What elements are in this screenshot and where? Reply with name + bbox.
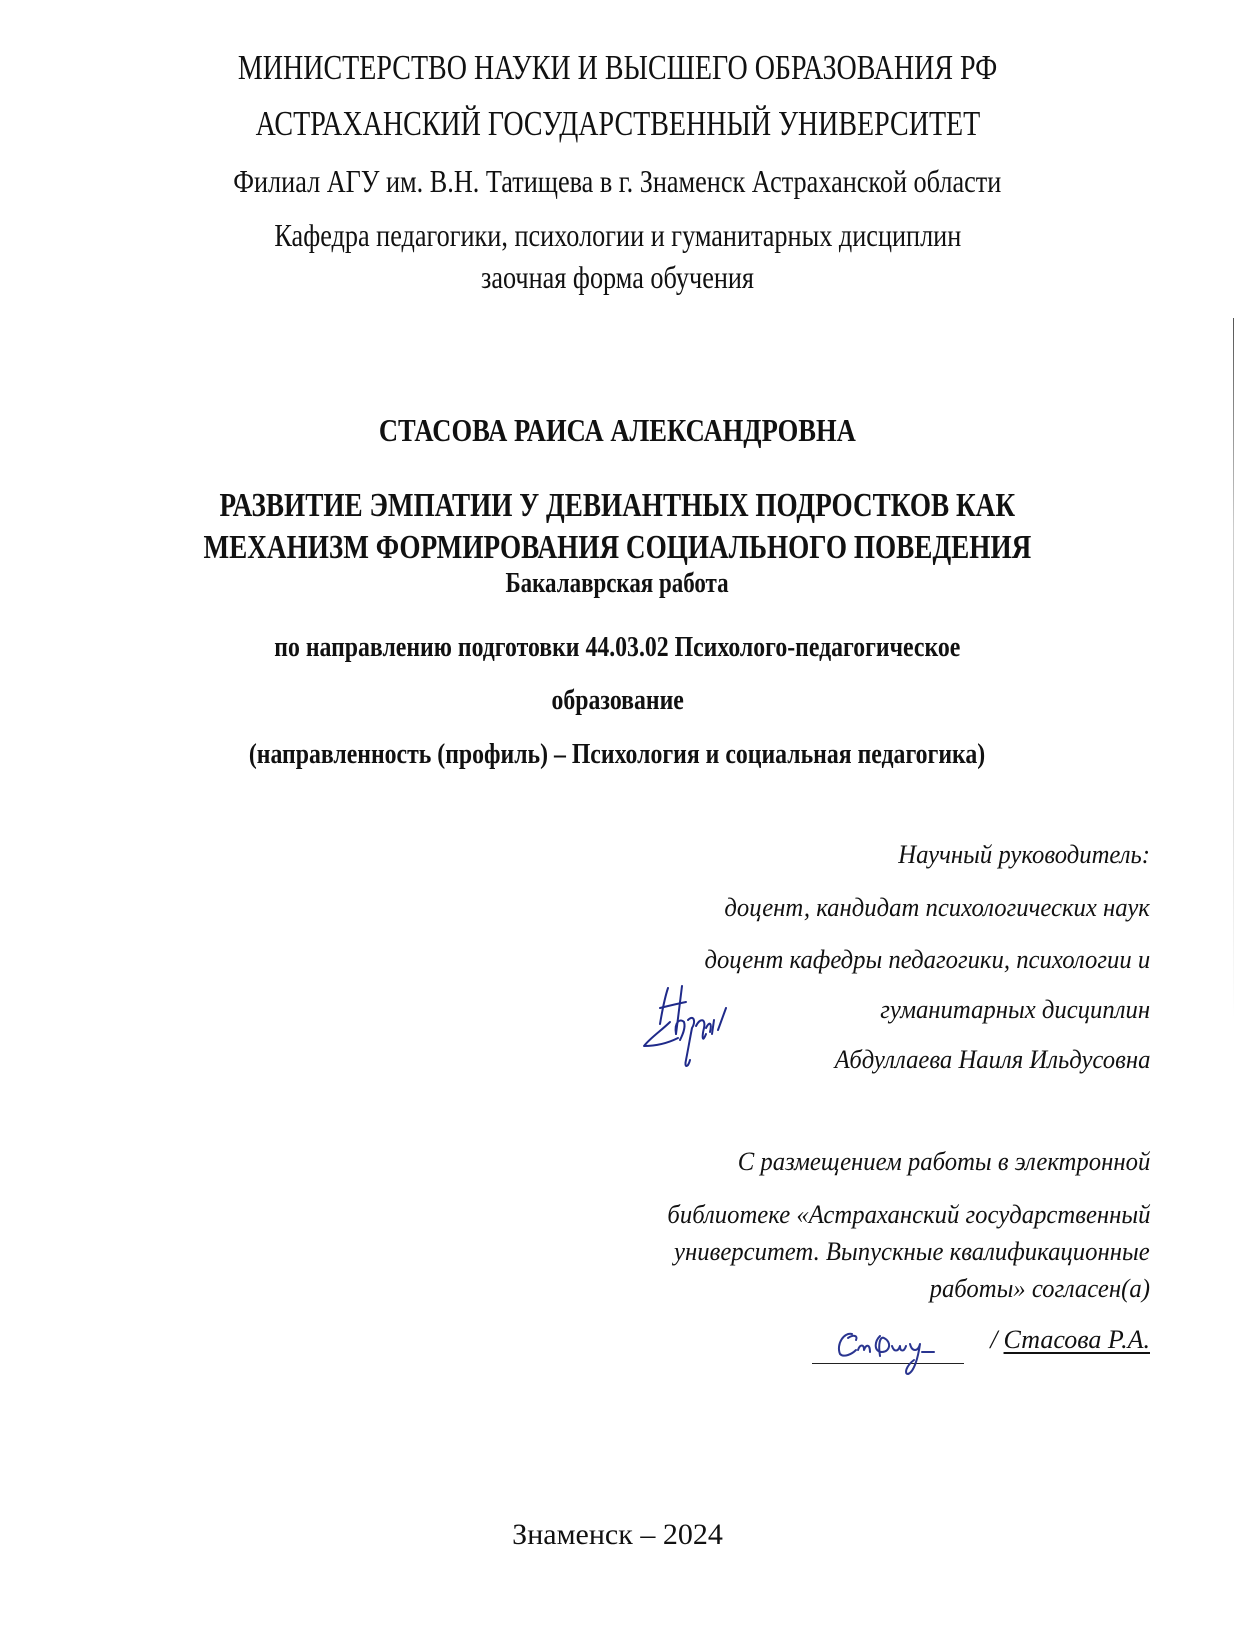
city-year xyxy=(0,1518,1235,1552)
direction-line-2 xyxy=(0,684,1235,717)
branch-heading xyxy=(0,163,1235,200)
consent-text-2: библиотеке «Астраханский государственный xyxy=(666,1200,1150,1229)
profile-line xyxy=(0,738,1235,771)
ministry-text: МИНИСТЕРСТВО НАУКИ И ВЫСШЕГО ОБРАЗОВАНИЯ РФ xyxy=(237,48,998,87)
work-type-text: Бакалаврская работа xyxy=(505,568,730,599)
ministry-heading xyxy=(0,48,1235,88)
branch-text: Филиал АГУ им. В.Н. Татищева в г. Знаменск Астраханской области xyxy=(233,163,1002,199)
department-text: Кафедра педагогики, психологии и гуманитарных дисциплин xyxy=(274,217,961,253)
supervisor-position-1 xyxy=(681,945,1150,975)
signer-name: Стасова Р.А. xyxy=(1003,1325,1150,1354)
author-name xyxy=(0,412,1235,449)
university-text: АСТРАХАНСКИЙ ГОСУДАРСТВЕННЫЙ УНИВЕРСИТЕТ xyxy=(255,104,980,143)
supervisor-position-text-1: доцент кафедры педагогики, психологии и xyxy=(704,945,1150,974)
student-signature-icon xyxy=(830,1322,960,1382)
consent-line-4 xyxy=(918,1274,1150,1304)
department-heading xyxy=(0,217,1235,254)
thesis-title-text-2: МЕХАНИЗМ ФОРМИРОВАНИЯ СОЦИАЛЬНОГО ПОВЕДЕНИЯ xyxy=(203,529,1032,566)
consent-text-1: С размещением работы в электронной xyxy=(737,1147,1150,1176)
signer-block xyxy=(990,1325,1150,1355)
supervisor-signature-icon xyxy=(640,978,745,1078)
supervisor-degree-text: доцент, кандидат психологических наук xyxy=(724,893,1150,922)
supervisor-position-2 xyxy=(866,995,1150,1025)
supervisor-name-text: Абдуллаева Наиля Ильдусовна xyxy=(834,1045,1150,1074)
supervisor-degree xyxy=(702,893,1150,923)
direction-text-2: образование xyxy=(551,684,684,716)
supervisor-position-text-2: гуманитарных дисциплин xyxy=(880,995,1150,1024)
supervisor-name xyxy=(818,1045,1150,1075)
consent-line-1 xyxy=(716,1147,1150,1177)
author-name-text: СТАСОВА РАИСА АЛЕКСАНДРОВНА xyxy=(378,412,857,448)
consent-line-3 xyxy=(649,1237,1150,1267)
thesis-title-line-1 xyxy=(0,485,1235,527)
university-heading xyxy=(0,104,1235,144)
direction-text-1: по направлению подготовки 44.03.02 Психолого-педагогическое xyxy=(274,631,961,663)
direction-line-1 xyxy=(0,631,1235,664)
profile-text: (направленность (профиль) – Психология и социальная педагогика) xyxy=(249,738,986,770)
supervisor-label xyxy=(885,840,1150,870)
scan-edge-line xyxy=(1233,318,1234,1018)
signer-separator: / xyxy=(990,1325,998,1354)
thesis-title-text-1: РАЗВИТИЕ ЭМПАТИИ У ДЕВИАНТНЫХ ПОДРОСТКОВ КАК xyxy=(219,487,1016,524)
consent-line-2 xyxy=(642,1200,1151,1230)
study-form-text: заочная форма обучения xyxy=(480,259,755,295)
thesis-title-line-2 xyxy=(0,527,1235,569)
work-type xyxy=(0,568,1235,600)
consent-text-3: университет. Выпускные квалификационные xyxy=(674,1237,1150,1266)
city-year-text: Знаменск – 2024 xyxy=(512,1518,723,1551)
consent-text-4: работы» согласен(а) xyxy=(929,1274,1150,1303)
study-form xyxy=(0,259,1235,296)
supervisor-label-text: Научный руководитель: xyxy=(898,840,1150,869)
